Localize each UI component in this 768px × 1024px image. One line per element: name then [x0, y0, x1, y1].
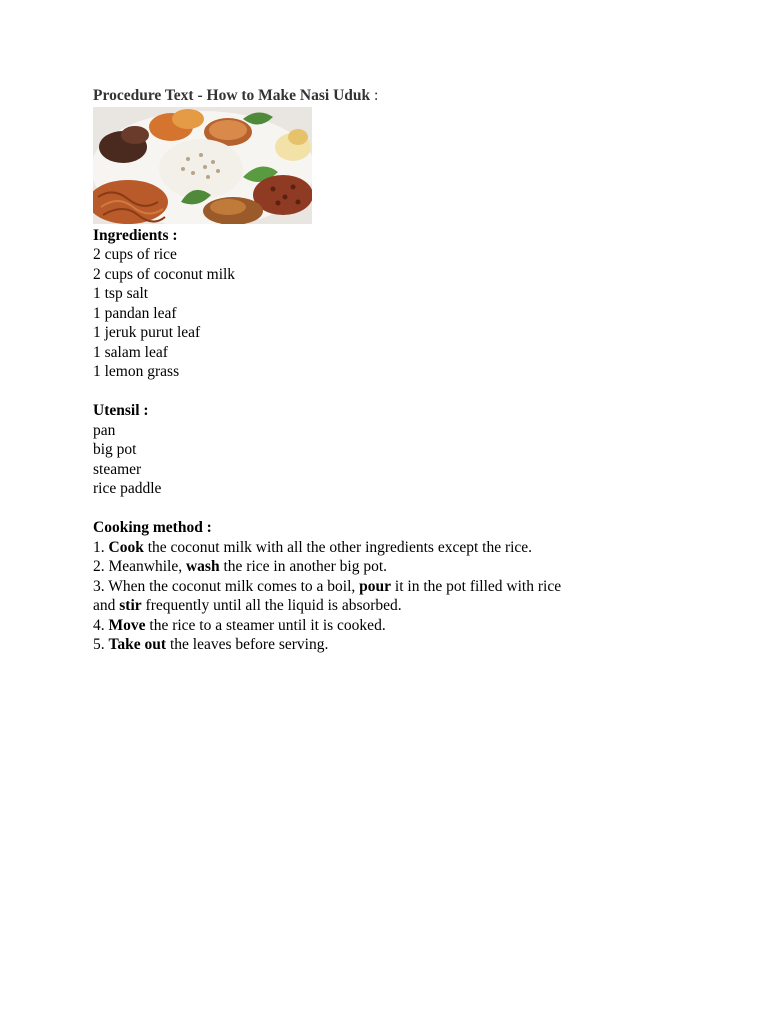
step-text: the leaves before serving.	[166, 636, 329, 653]
utensil-item: pan	[93, 421, 116, 439]
page-title	[93, 86, 693, 106]
spacer	[93, 382, 693, 402]
ingredient-item: 2 cups of rice	[93, 246, 177, 263]
ingredient-item: 1 jeruk purut leaf	[93, 324, 201, 341]
step-prefix: 3. When the coconut milk comes to a boil,	[93, 577, 360, 595]
utensil-item: rice paddle	[93, 480, 162, 497]
step-verb: Cook	[108, 538, 144, 556]
step-text: the rice to a steamer until it is cooked.	[145, 616, 386, 634]
spacer	[93, 499, 693, 519]
step-verb: Take out	[108, 636, 167, 653]
nasi-uduk-photo	[93, 107, 312, 224]
utensil-heading: Utensil :	[93, 402, 149, 419]
ingredients-heading: Ingredients :	[93, 226, 178, 244]
step-verb: pour	[359, 577, 392, 595]
ingredient-item: 1 pandan leaf	[93, 304, 177, 322]
ingredient-item: 1 salam leaf	[93, 343, 168, 361]
cooking-step	[93, 538, 693, 558]
title-text: Procedure Text - How to Make Nasi Uduk	[93, 87, 371, 104]
step-text: it in the pot filled with rice	[391, 577, 562, 595]
ingredient-item: 2 cups of coconut milk	[93, 265, 236, 283]
utensil-item: big pot	[93, 441, 137, 458]
step-prefix: 5.	[93, 636, 109, 653]
ingredient-item: 1 tsp salt	[93, 285, 149, 302]
cooking-step	[93, 577, 693, 597]
step-verb: wash	[185, 558, 220, 575]
document-content	[93, 86, 693, 655]
step-prefix: 1.	[93, 538, 109, 556]
cooking-method-heading: Cooking method :	[93, 519, 212, 536]
step-text: the coconut milk with all the other ingredients except the rice.	[143, 538, 533, 556]
step-text: the rice in another big pot.	[219, 558, 388, 575]
step-prefix: 2. Meanwhile,	[93, 558, 186, 575]
title-suffix: :	[370, 87, 379, 104]
utensil-item: steamer	[93, 460, 142, 478]
cooking-step	[93, 635, 693, 655]
step-prefix: and	[93, 597, 120, 614]
step-verb: stir	[119, 597, 142, 614]
step-verb: Move	[108, 616, 146, 634]
step-prefix: 4.	[93, 616, 109, 634]
cooking-step-continuation	[93, 596, 693, 616]
cooking-step	[93, 557, 693, 577]
cooking-step	[93, 616, 693, 636]
step-text: frequently until all the liquid is absorbed.	[141, 597, 402, 614]
ingredient-item: 1 lemon grass	[93, 363, 180, 380]
